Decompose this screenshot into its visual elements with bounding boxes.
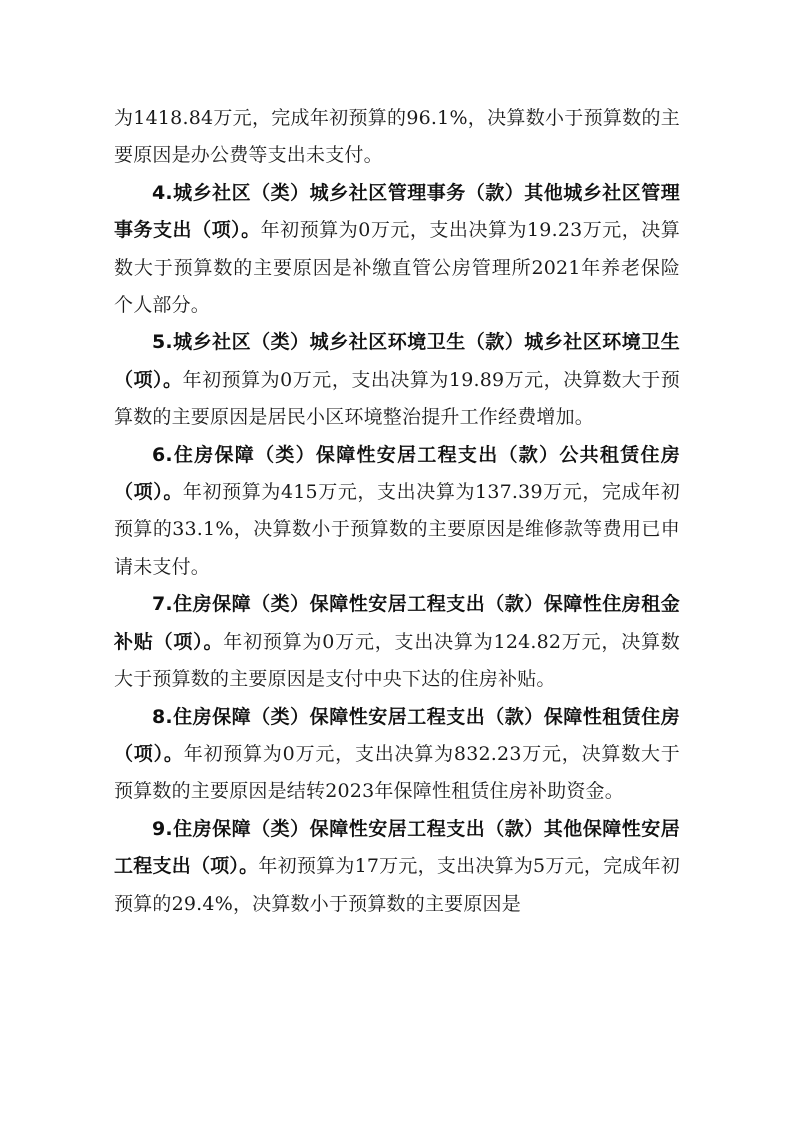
paragraph-text: 为1418.84万元，完成年初预算的96.1%，决算数小于预算数的主要原因是办公费等支出未支付。 [114,107,680,167]
paragraph-heading: 9.住房保障（类）保障性安居工程支出（款）其他保障性安居工程支出（项）。 [114,817,680,878]
paragraph-text: 年初预算为0万元，支出决算为19.89万元，决算数大于预算数的主要原因是居民小区环境整治提升工作经费增加。 [114,368,680,429]
paragraph-text: 年初预算为0万元，支出决算为832.23万元，决算数大于预算数的主要原因是结转2023年保障性租赁住房补助资金。 [114,742,680,803]
paragraph-heading: 8.住房保障（类）保障性安居工程支出（款）保障性租赁住房（项）。 [114,705,680,765]
paragraph-item-9 [114,811,680,923]
paragraph-text: 年初预算为17万元，支出决算为5万元，完成年初预算的29.4%，决算数小于预算数的主要原因是 [114,855,680,915]
paragraph-heading: 7.住房保障（类）保障性安居工程支出（款）保障性住房租金补贴（项）。 [114,593,680,653]
paragraph-item-5 [114,324,680,436]
paragraph-item-7 [114,586,680,698]
paragraph-heading: 5.城乡社区（类）城乡社区环境卫生（款）城乡社区环境卫生（项）。 [114,331,680,391]
paragraph-text: 年初预算为0万元，支出决算为124.82万元，决算数大于预算数的主要原因是支付中央下达的住房补贴。 [114,630,680,691]
paragraph-item-6 [114,437,680,587]
paragraph-heading: 6.住房保障（类）保障性安居工程支出（款）公共租赁住房（项）。 [114,443,680,504]
paragraph-item-4 [114,175,680,325]
paragraph-item-8 [114,699,680,811]
document-body [114,100,680,923]
paragraph-text: 年初预算为0万元，支出决算为19.23万元，决算数大于预算数的主要原因是补缴直管公房管理所2021年养老保险个人部分。 [114,219,680,317]
paragraph-continuation [114,100,680,175]
paragraph-heading: 4.城乡社区（类）城乡社区管理事务（款）其他城乡社区管理事务支出（项）。 [114,181,680,242]
paragraph-text: 年初预算为415万元，支出决算为137.39万元，完成年初预算的33.1%，决算数小于预算数的主要原因是维修款等费用已申请未支付。 [114,481,680,578]
